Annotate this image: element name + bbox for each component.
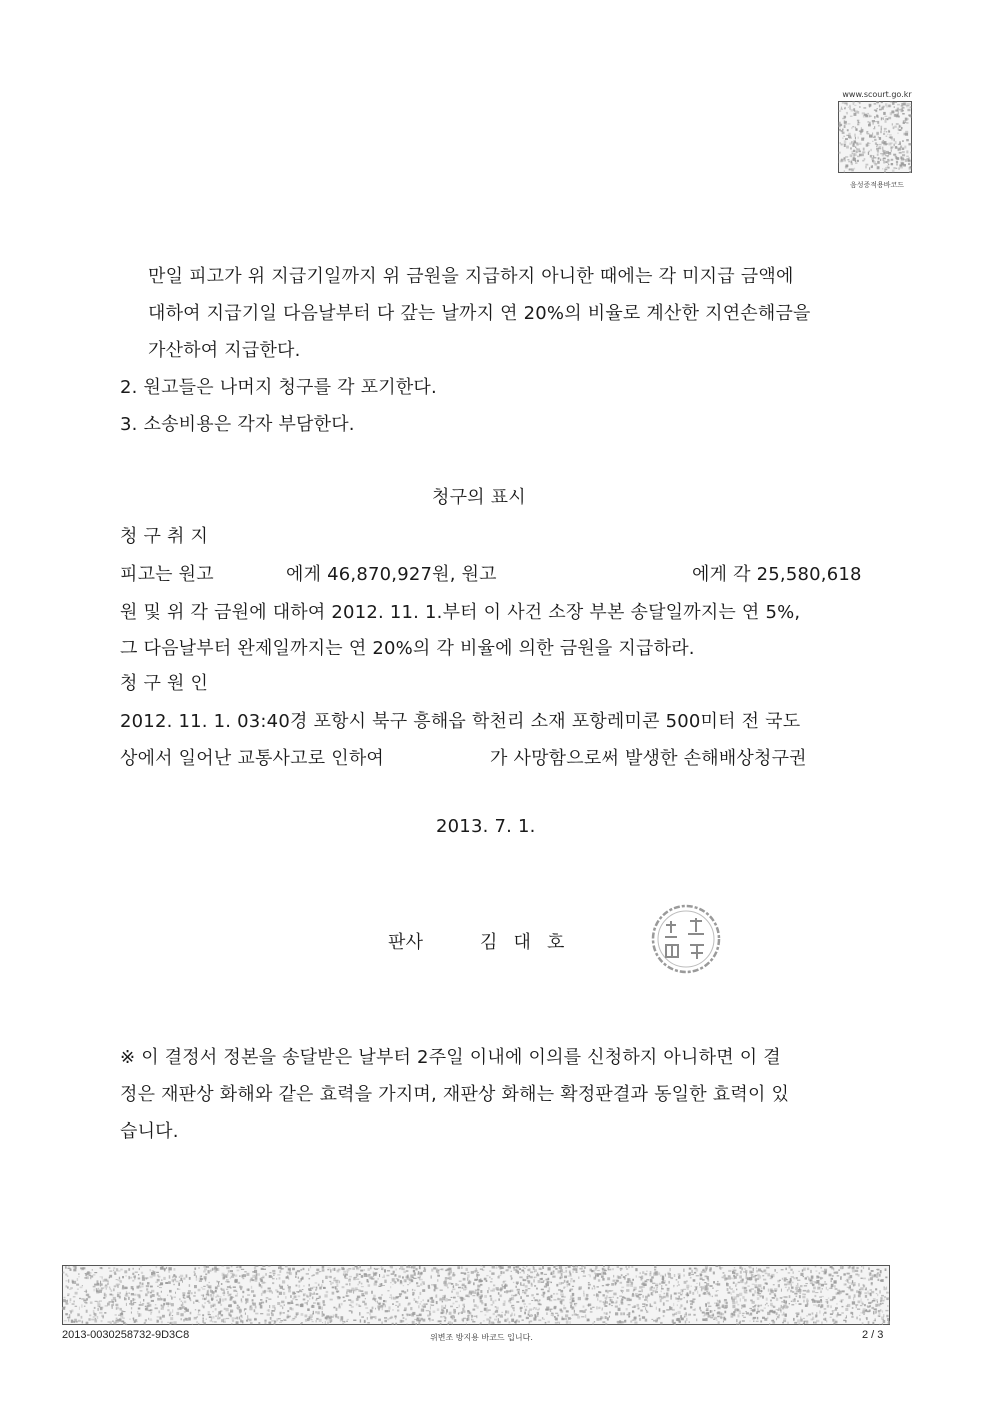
paragraph-line: 가산하여 지급한다. <box>148 340 301 361</box>
verification-barcode <box>838 90 916 190</box>
document-id: 2013-0030258732-9D3C8 <box>62 1329 190 1341</box>
anti-forgery-caption: 위변조 방지용 바코드 입니다. <box>430 1333 533 1342</box>
claim-cause-line: 가 사망함으로써 발생한 손해배상청구권 <box>490 748 807 769</box>
claim-purpose-heading: 청 구 취 지 <box>120 526 209 547</box>
judge-title: 판사 <box>388 932 424 953</box>
claim-purpose-line: 원 및 위 각 금원에 대하여 2012. 11. 1.부터 이 사건 소장 부본 송달일까지는 연 5%, <box>120 602 801 623</box>
claim-cause-heading: 청 구 원 인 <box>120 673 209 694</box>
claim-purpose-text: 에게 각 25,580,618 <box>692 564 862 585</box>
list-item-2: 2. 원고들은 나머지 청구를 각 포기한다. <box>120 377 437 398</box>
claim-title: 청구의 표시 <box>432 487 526 508</box>
claim-purpose-text: 에게 46,870,927원, 원고 <box>286 564 497 585</box>
barcode-url: www.scourt.go.kr <box>842 90 912 99</box>
decision-date: 2013. 7. 1. <box>436 816 536 837</box>
anti-forgery-barcode <box>62 1265 890 1325</box>
barcode-caption: 음성증적용바코드 <box>849 181 905 189</box>
claim-cause-line: 2012. 11. 1. 03:40경 포항시 북구 흥해읍 학천리 소재 포항레미콘 500미터 전 국도 <box>120 711 801 732</box>
paragraph-line: 대하여 지급기일 다음날부터 다 갚는 날까지 연 20%의 비율로 계산한 지연손해금을 <box>148 303 811 324</box>
claim-purpose-line <box>692 560 862 586</box>
barcode-image <box>838 101 912 173</box>
judge-seal-icon <box>650 903 722 975</box>
list-item-3: 3. 소송비용은 각자 부담한다. <box>120 414 355 435</box>
claim-purpose-line: 그 다음날부터 완제일까지는 연 20%의 각 비율에 의한 금원을 지급하라. <box>120 638 695 659</box>
claim-purpose-text: 피고는 원고 <box>120 564 214 585</box>
notice-line: 정은 재판상 화해와 같은 효력을 가지며, 재판상 화해는 확정판결과 동일한 효력이 있 <box>120 1084 790 1105</box>
judge-name: 김 대 호 <box>480 932 565 953</box>
paragraph-line: 만일 피고가 위 지급기일까지 위 금원을 지급하지 아니한 때에는 각 미지급 금액에 <box>148 266 794 287</box>
claim-cause-line: 상에서 일어난 교통사고로 인하여 <box>120 748 384 769</box>
claim-purpose-line <box>120 560 214 586</box>
claim-purpose-line <box>286 560 497 586</box>
notice-line: 습니다. <box>120 1121 179 1142</box>
notice-line: ※ 이 결정서 정본을 송달받은 날부터 2주일 이내에 이의를 신청하지 아니하면 이 결 <box>120 1047 781 1068</box>
page-number: 2 / 3 <box>862 1329 884 1341</box>
